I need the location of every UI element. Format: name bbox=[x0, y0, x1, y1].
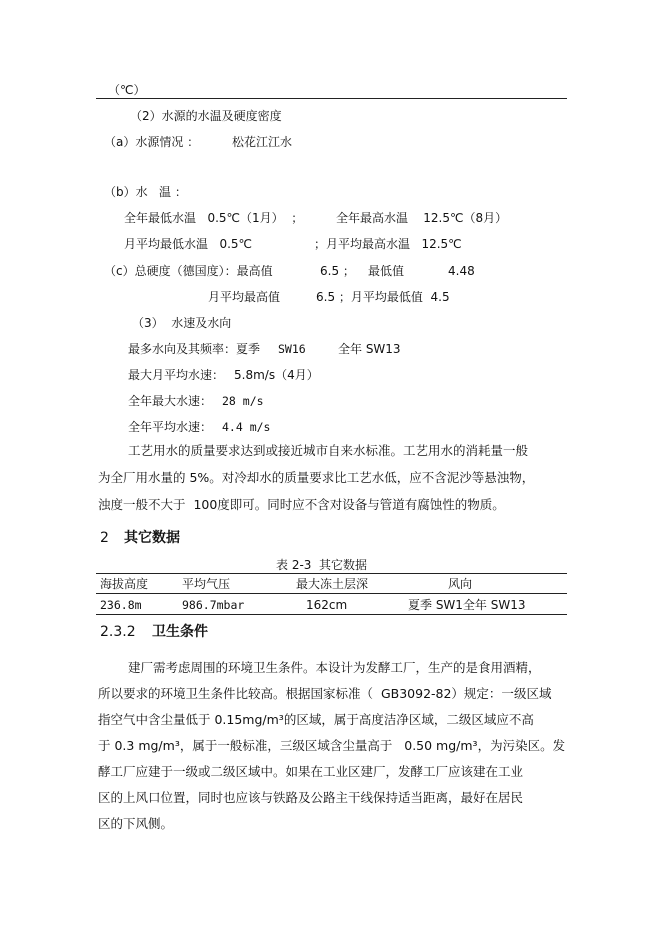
table-header-wind: 风向 bbox=[448, 577, 473, 591]
max-monthly-speed-label: 最大月平均水速： bbox=[128, 368, 225, 382]
hardness-min-label: 最低值 bbox=[368, 264, 405, 278]
subsection-water-temp-title: （2）水源的水温及硬度密度 bbox=[130, 109, 282, 123]
hardness-min: 4.48 bbox=[448, 264, 475, 278]
table-bottom-rule bbox=[96, 614, 567, 615]
process-water-paragraph-line-1: 工艺用水的质量要求达到或接近城市自来水标准。工艺用水的消耗量一般 bbox=[128, 443, 529, 458]
table-mid-rule bbox=[96, 593, 567, 594]
top-unit-label: （℃） bbox=[108, 83, 146, 97]
water-source-label: （a）水源情况 ： bbox=[104, 135, 200, 149]
process-water-paragraph-line-3: 浊度一般不大于 100度即可。同时应不含对设备与管道有腐蚀性的物质。 bbox=[98, 497, 505, 512]
water-temp-label: （b）水 温 ： bbox=[104, 185, 187, 199]
hardness-max: 6.5 ； bbox=[320, 264, 355, 278]
water-temp-annual-low: 全年最低水温 0.5℃（1月） ； bbox=[124, 211, 304, 225]
water-source-value: 松花江江水 bbox=[232, 135, 293, 149]
sanitation-paragraph-line-5: 酵工厂应建于一级或二级区域中。如果在工业区建厂，发酵工厂应该建在工业 bbox=[98, 764, 524, 779]
table-top-rule bbox=[96, 573, 567, 574]
subsection-water-speed-title: （3） 水速及水向 bbox=[132, 316, 232, 330]
section-title: 其它数据 bbox=[124, 530, 180, 546]
table-cell-pressure: 986.7mbar bbox=[182, 598, 245, 612]
table-header-pressure: 平均气压 bbox=[182, 577, 231, 591]
water-temp-monthly-high: ；月平均最高水温 12.5℃ bbox=[314, 237, 462, 251]
table-header-frost-depth: 最大冻土层深 bbox=[296, 577, 369, 591]
water-temp-monthly-low: 月平均最低水温 0.5℃ bbox=[124, 237, 253, 251]
table-cell-wind: 夏季 SW1全年 SW13 bbox=[408, 598, 526, 612]
hardness-monthly-max-label: 月平均最高值 bbox=[208, 290, 281, 304]
wind-direction-label: 最多水向及其频率：夏季 bbox=[128, 342, 261, 356]
section-number: 2 bbox=[100, 530, 109, 546]
table-cell-frost-depth: 162cm bbox=[306, 598, 348, 612]
subsection-number: 2.3.2 bbox=[100, 624, 136, 640]
max-monthly-speed-value: 5.8m/s（4月） bbox=[234, 368, 319, 382]
sanitation-paragraph-line-1: 建厂需考虑周围的环境卫生条件。本设计为发酵工厂，生产的是食用酒精， bbox=[128, 660, 541, 675]
hardness-label: （c）总硬度（德国度）：最高值 bbox=[104, 264, 273, 278]
table-caption: 表 2-3 其它数据 bbox=[276, 558, 368, 572]
sanitation-paragraph-line-6: 区的上风口位置，同时也应该与铁路及公路主干线保持适当距离，最好在居民 bbox=[98, 790, 524, 805]
wind-direction-annual: 全年 SW13 bbox=[338, 342, 401, 356]
annual-max-speed-value: 28 m/s bbox=[222, 394, 264, 408]
process-water-paragraph-line-2: 为全厂用水量的 5%。对冷却水的质量要求比工艺水低，应不含泥沙等悬浊物， bbox=[98, 470, 535, 485]
table-header-altitude: 海拔高度 bbox=[100, 577, 149, 591]
hardness-monthly-values: 6.5 ；月平均最低值 4.5 bbox=[316, 290, 450, 304]
sanitation-paragraph-line-7: 区的下风侧。 bbox=[98, 816, 174, 831]
annual-avg-speed-label: 全年平均水速： bbox=[128, 420, 213, 434]
annual-avg-speed-value: 4.4 m/s bbox=[222, 420, 271, 434]
water-temp-annual-high: 全年最高水温 12.5℃（8月） bbox=[336, 211, 508, 225]
table-cell-altitude: 236.8m bbox=[100, 598, 142, 612]
wind-direction-summer: SW16 bbox=[278, 342, 306, 356]
sanitation-paragraph-line-2: 所以要求的环境卫生条件比较高。根据国家标准（ GB3092-82）规定：一级区域 bbox=[98, 686, 552, 701]
subsection-title: 卫生条件 bbox=[152, 624, 208, 640]
top-table-rule bbox=[96, 98, 567, 99]
annual-max-speed-label: 全年最大水速： bbox=[128, 394, 213, 408]
sanitation-paragraph-line-3: 指空气中含尘量低于 0.15mg/m³的区域，属于高度洁净区域，二级区域应不高 bbox=[98, 712, 534, 727]
sanitation-paragraph-line-4: 于 0.3 mg/m³，属于一般标准，三级区域含尘量高于 0.50 mg/m³，为污染区。发 bbox=[98, 738, 566, 753]
